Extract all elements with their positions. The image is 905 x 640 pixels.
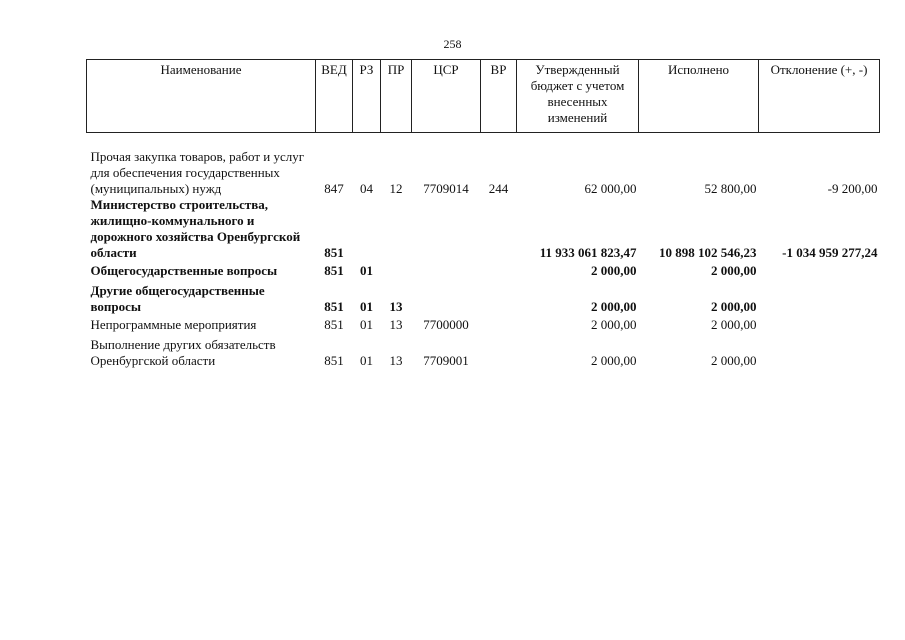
row-vr: 244 bbox=[488, 180, 509, 196]
row-ved: 851 bbox=[324, 352, 344, 368]
row-ved: 851 bbox=[324, 298, 344, 314]
header-approved: Утвержденный бюджет с учетом внесенных изменений bbox=[517, 60, 639, 133]
row-pr bbox=[381, 261, 412, 279]
row-executed: 2 000,00 bbox=[711, 352, 757, 368]
row-executed: 2 000,00 bbox=[711, 262, 757, 278]
row-ved: 851 bbox=[324, 262, 344, 278]
row-csr: 7709014 bbox=[423, 180, 469, 196]
row-name: Прочая закупка товаров, работ и услуг для обеспечения государственных (муниципальных) нужд bbox=[90, 148, 305, 196]
row-rz: 04 bbox=[360, 180, 373, 196]
row-rz: 01 bbox=[360, 316, 373, 332]
row-executed: 10 898 102 546,23 bbox=[659, 244, 757, 260]
row-executed: 52 800,00 bbox=[704, 180, 757, 196]
row-approved: 2 000,00 bbox=[591, 316, 637, 332]
row-csr: 7700000 bbox=[423, 316, 469, 332]
row-rz: 01 bbox=[360, 352, 373, 368]
row-approved: 11 933 061 823,47 bbox=[539, 244, 637, 260]
row-name: Выполнение других обязательств Оренбургской области bbox=[90, 336, 276, 368]
table-header-row bbox=[87, 60, 880, 133]
row-pr: 13 bbox=[389, 352, 403, 368]
row-deviation bbox=[759, 279, 880, 315]
table-row bbox=[87, 133, 880, 197]
table-row bbox=[87, 315, 880, 333]
header-csr: ЦСР bbox=[412, 60, 481, 133]
row-csr bbox=[412, 261, 481, 279]
header-executed: Исполнено bbox=[639, 60, 759, 133]
row-approved: 2 000,00 bbox=[591, 352, 637, 368]
row-approved: 2 000,00 bbox=[591, 262, 637, 278]
page-number: 258 bbox=[443, 37, 462, 51]
row-deviation bbox=[759, 333, 880, 369]
row-rz: 01 bbox=[360, 262, 373, 278]
table-row bbox=[87, 197, 880, 261]
row-deviation bbox=[759, 261, 880, 279]
row-csr bbox=[412, 279, 481, 315]
row-ved: 851 bbox=[324, 316, 344, 332]
row-rz: 01 bbox=[360, 298, 373, 314]
table-row bbox=[87, 279, 880, 315]
row-ved: 851 bbox=[324, 244, 344, 260]
header-pr: ПР bbox=[381, 60, 412, 133]
row-vr bbox=[481, 315, 517, 333]
table-row bbox=[87, 333, 880, 369]
row-pr: 13 bbox=[389, 298, 403, 314]
row-rz bbox=[353, 197, 381, 261]
row-name: Непрограммные мероприятия bbox=[90, 316, 257, 332]
header-name: Наименование bbox=[87, 60, 316, 133]
row-vr bbox=[481, 197, 517, 261]
row-name: Министерство строительства, жилищно-коммунального и дорожного хозяйства Оренбургской области bbox=[90, 196, 301, 260]
row-pr bbox=[381, 197, 412, 261]
row-vr bbox=[481, 279, 517, 315]
row-deviation: -1 034 959 277,24 bbox=[782, 244, 878, 260]
row-pr: 13 bbox=[389, 316, 403, 332]
header-deviation: Отклонение (+, -) bbox=[759, 60, 880, 133]
row-vr bbox=[481, 261, 517, 279]
row-ved: 847 bbox=[324, 180, 344, 196]
row-vr bbox=[481, 333, 517, 369]
table-row bbox=[87, 261, 880, 279]
row-executed: 2 000,00 bbox=[711, 298, 757, 314]
header-ved: ВЕД bbox=[316, 60, 353, 133]
row-executed: 2 000,00 bbox=[711, 316, 757, 332]
row-name: Общегосударственные вопросы bbox=[90, 262, 278, 278]
row-csr: 7709001 bbox=[423, 352, 469, 368]
budget-table bbox=[86, 59, 879, 369]
row-approved: 62 000,00 bbox=[584, 180, 637, 196]
row-pr: 12 bbox=[389, 180, 403, 196]
row-deviation bbox=[759, 315, 880, 333]
header-vr: ВР bbox=[481, 60, 517, 133]
row-name: Другие общегосударственные вопросы bbox=[90, 282, 265, 314]
row-deviation: -9 200,00 bbox=[827, 180, 878, 196]
row-csr bbox=[412, 197, 481, 261]
row-approved: 2 000,00 bbox=[591, 298, 637, 314]
header-rz: РЗ bbox=[353, 60, 381, 133]
